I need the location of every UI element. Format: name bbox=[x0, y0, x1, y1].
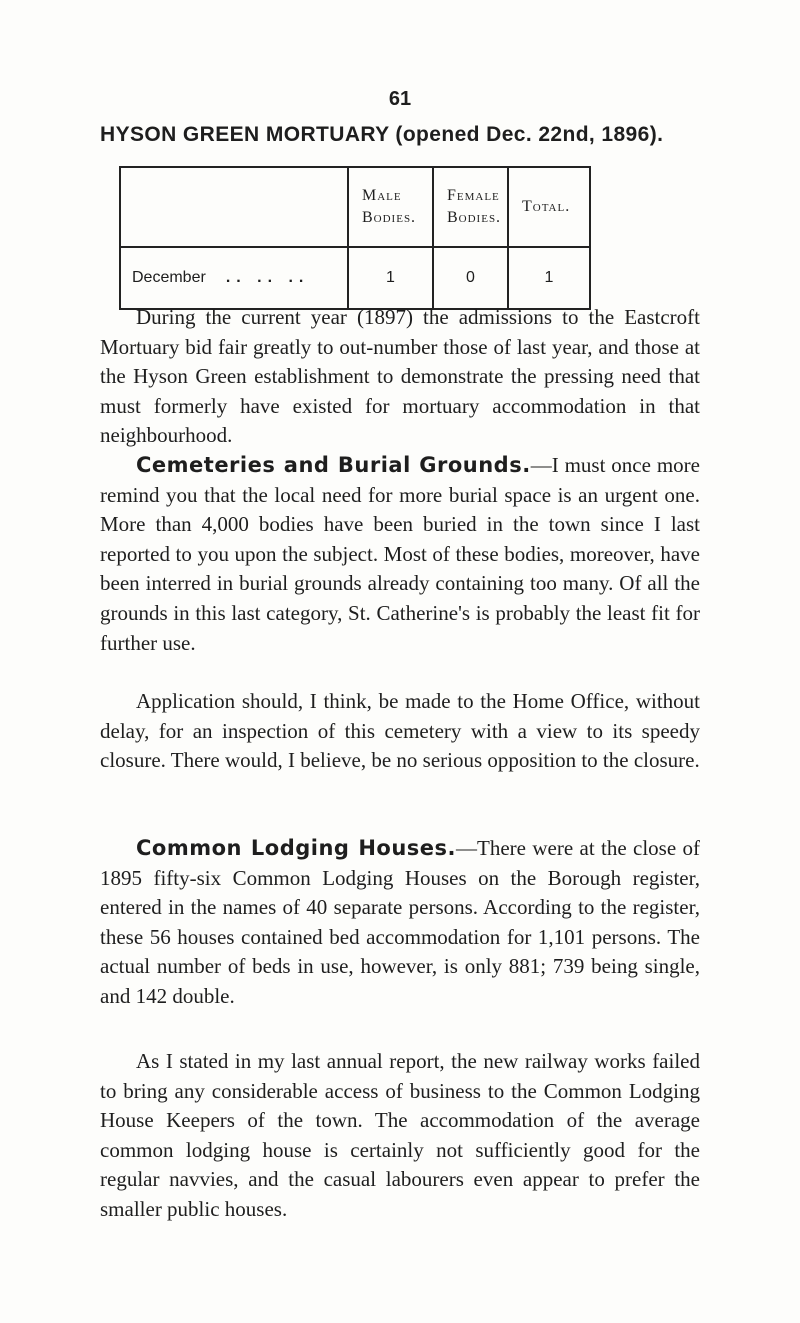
paragraph-lodging-houses-body: —There were at the close of 1895 fifty-six Common Lodging Houses on the Borough register, entered in the names of 40 separate persons. According to the register, these 56 houses contained bed accommodation for 1,101 persons. The actual number of beds in use, however, is only 881; 739 being single, and 142 double. bbox=[100, 836, 700, 1008]
paragraph-railway: As I stated in my last annual report, the new railway works failed to bring any considerable access of business to the Common Lodging House Keepers of the town. The accommodation of the average common lodging house is certainly not sufficiently good for the regular navvies, and the casual labourers even appear to prefer the smaller public houses. bbox=[100, 1049, 700, 1221]
paragraph-cemeteries-body: —I must once more remind you that the local need for more burial space is an urgent one. More than 4,000 bodies have been buried in the town since I last reported to you upon the subject. Most of these bodies, moreover, have been interred in burial grounds already containing too many. Of all the grounds in this last category, St. Catherine's is probably the least fit for further use. bbox=[100, 453, 700, 655]
header-blank bbox=[120, 167, 348, 247]
paragraph-cemeteries bbox=[100, 451, 700, 658]
page-number: 61 bbox=[388, 88, 412, 110]
total-count: 1 bbox=[508, 247, 590, 309]
page-title: HYSON GREEN MORTUARY (opened Dec. 22nd, 1896). bbox=[100, 123, 664, 146]
table-header-row bbox=[120, 167, 590, 247]
leader-dots: .. .. .. bbox=[225, 269, 310, 286]
section-heading-cemeteries: Cemeteries and Burial Grounds. bbox=[136, 453, 531, 477]
mortuary-table bbox=[119, 166, 591, 310]
male-count: 1 bbox=[348, 247, 433, 309]
table-row bbox=[120, 247, 590, 309]
header-female-bodies: Female Bodies. bbox=[433, 167, 508, 247]
header-total: Total. bbox=[508, 167, 590, 247]
row-label-cell bbox=[120, 247, 348, 309]
female-count: 0 bbox=[433, 247, 508, 309]
paragraph-lodging-houses bbox=[100, 834, 700, 1012]
section-heading-lodging-houses: Common Lodging Houses. bbox=[136, 836, 457, 860]
paragraph-mortuary: During the current year (1897) the admissions to the Eastcroft Mortuary bid fair greatly to out-number those of last year, and those at the Hyson Green establishment to demonstrate the pressing need that must formerly have existed for mortuary accommodation in that neighbourhood. bbox=[100, 305, 700, 448]
header-male-bodies: Male Bodies. bbox=[348, 167, 433, 247]
paragraph-application: Application should, I think, be made to the Home Office, without delay, for an inspection of this cemetery with a view to its speedy closure. There would, I believe, be no serious opposition to the closure. bbox=[100, 689, 700, 773]
row-label: December bbox=[132, 269, 206, 286]
